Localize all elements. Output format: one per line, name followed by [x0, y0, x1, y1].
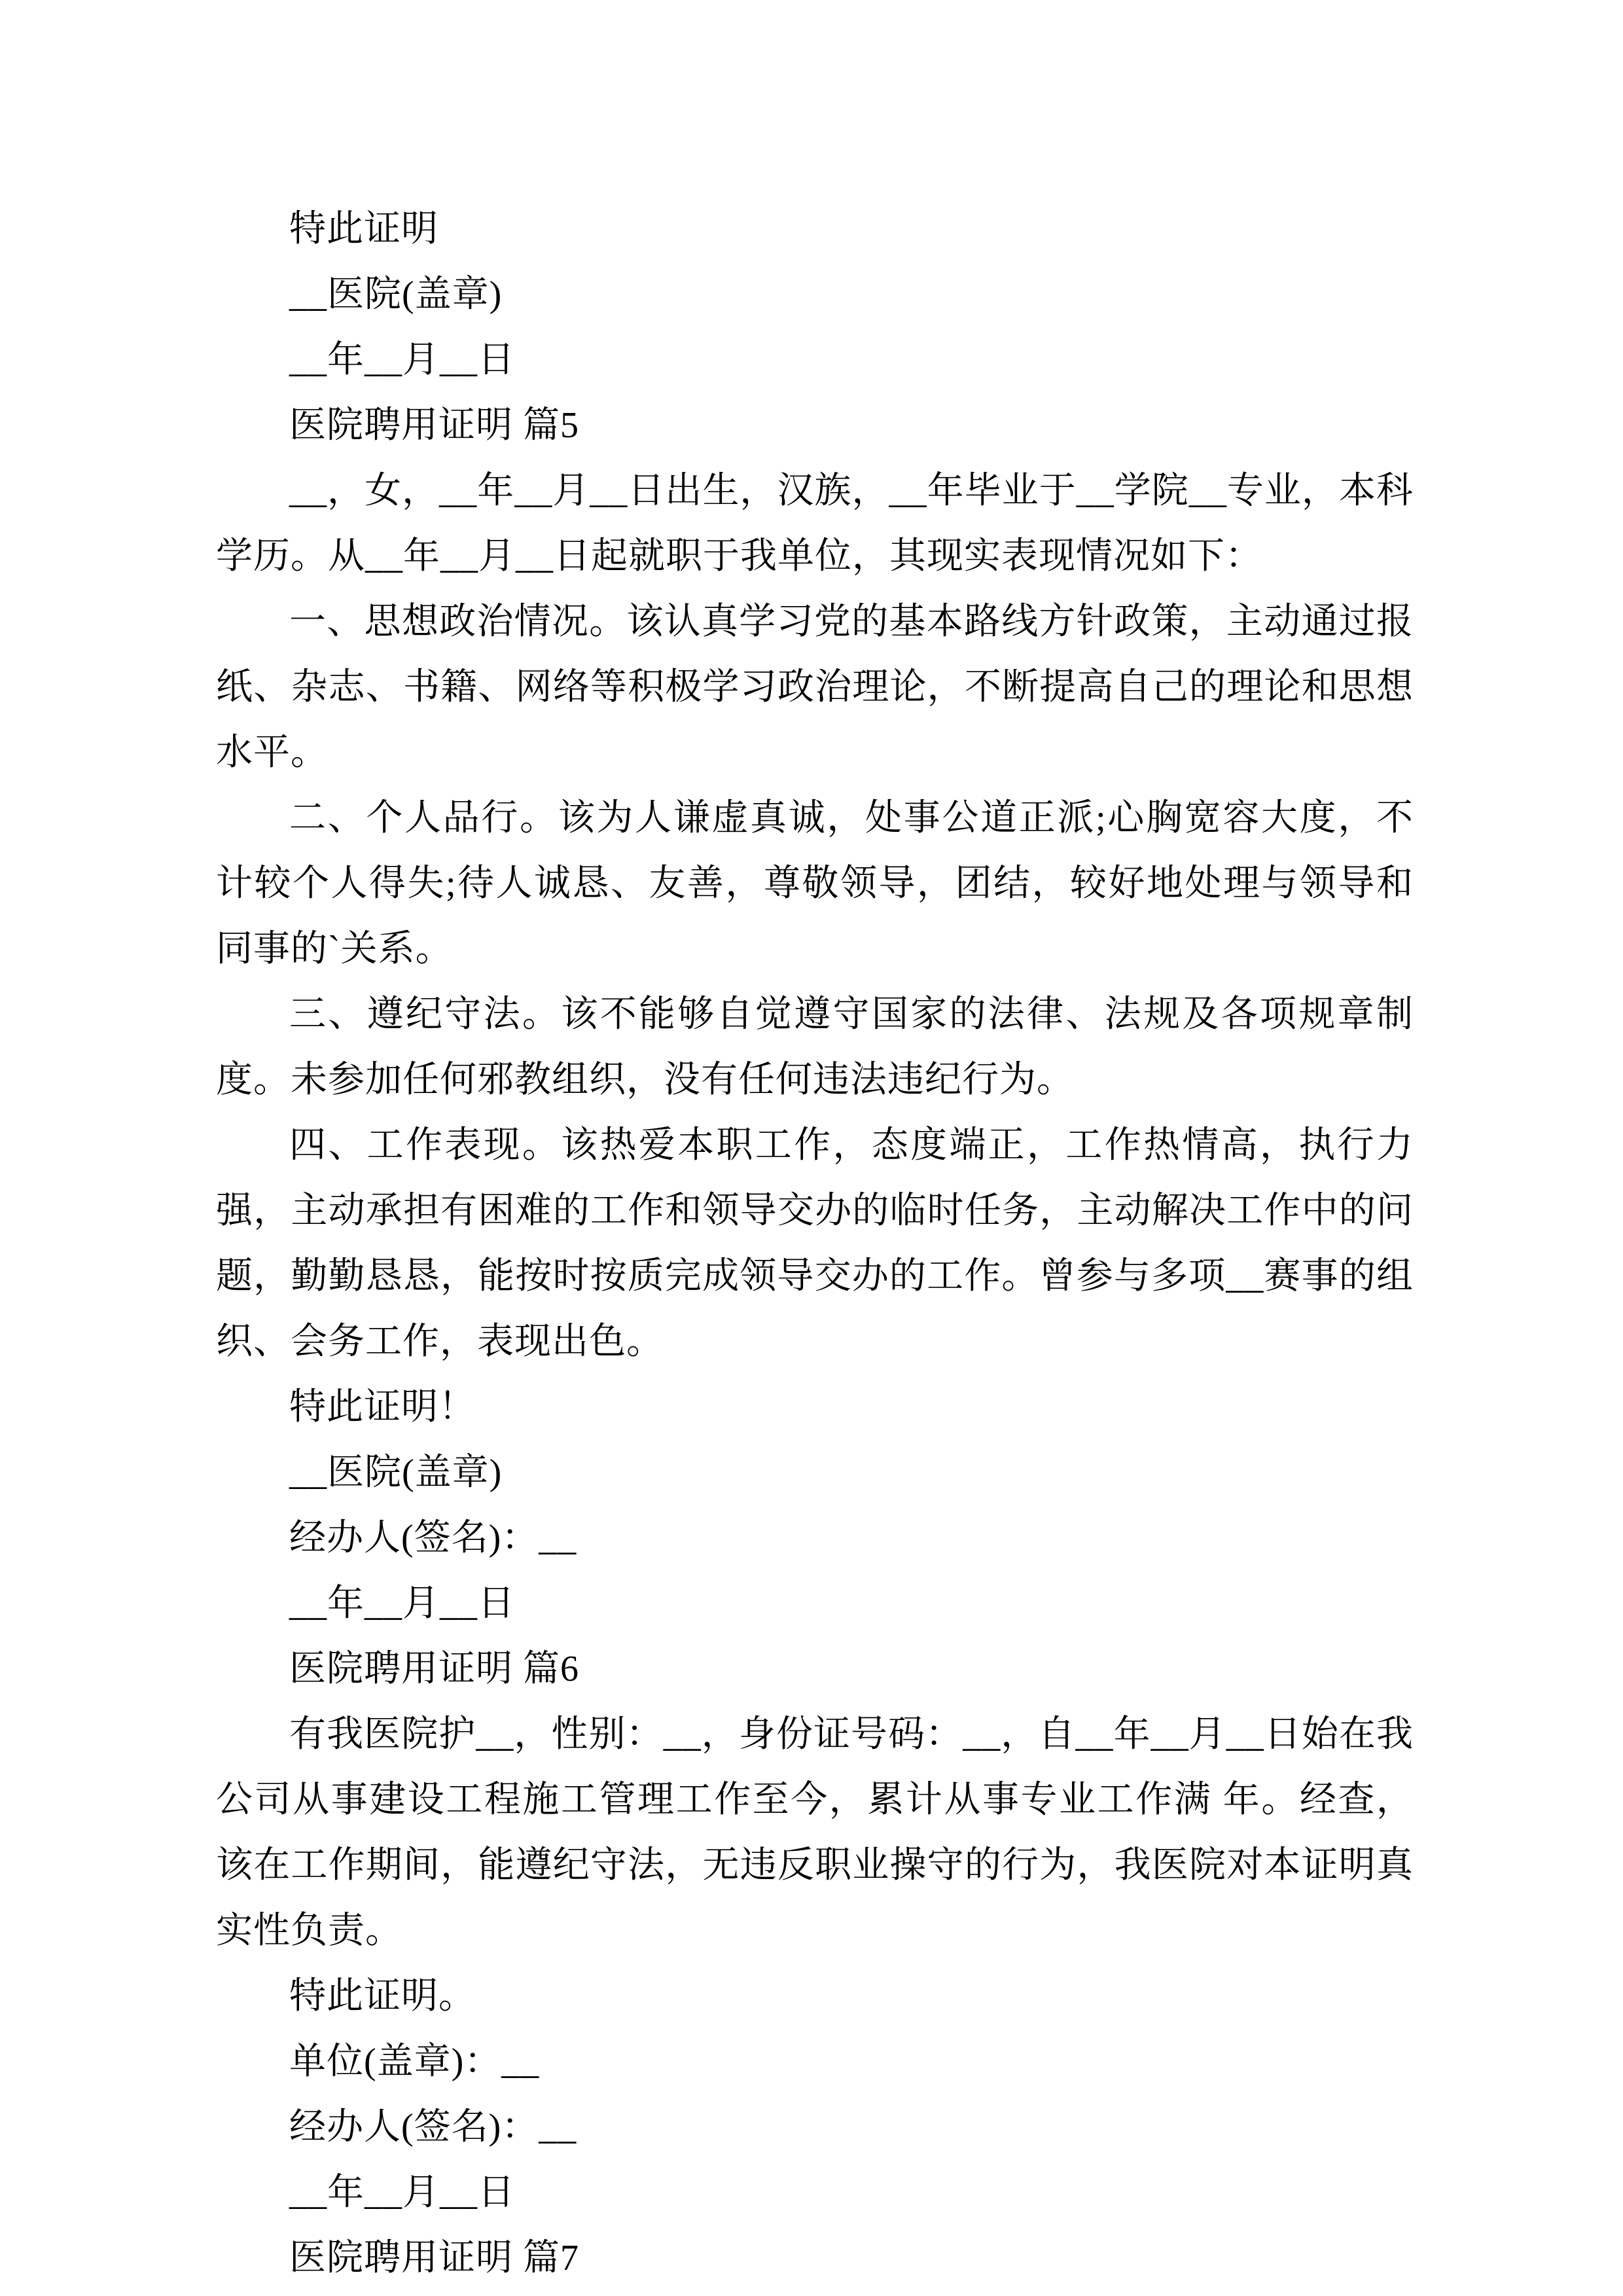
- document-body: [216, 196, 1414, 2291]
- paragraph-hospital-seal: __医院(盖章): [289, 1452, 503, 1493]
- section-heading-part5: 医院聘用证明 篇5: [289, 405, 579, 446]
- paragraph-item2-character: 二、个人品行。该为人谦虚真诚，处事公道正派;心胸宽容大度，不计较个人得失;待人诚恳、友善，尊敬领导，团结，较好地处理与领导和同事的`关系。: [216, 798, 1414, 969]
- paragraph-closing-statement: 特此证明。: [289, 1976, 476, 2017]
- paragraph-date-blank: __年__月__日: [289, 340, 515, 380]
- paragraph-hospital-seal: __医院(盖章): [289, 274, 503, 315]
- paragraph-intro-part5: __，女，__年__月__日出生，汉族，__年毕业于__学院__专业，本科学历。从__年__月__日起就职于我单位，其现实表现情况如下：: [216, 471, 1414, 577]
- section-heading-part6: 医院聘用证明 篇6: [289, 1649, 579, 1689]
- paragraph-date-blank: __年__月__日: [289, 1583, 515, 1624]
- paragraph-item4-performance: 四、工作表现。该热爱本职工作，态度端正，工作热情高，执行力强，主动承担有困难的工作和领导交办的临时任务，主动解决工作中的问题，勤勤恳恳，能按时按质完成领导交办的工作。曾参与多项__赛事的组织、会务工作，表现出色。: [216, 1125, 1414, 1362]
- section-heading-part7: 医院聘用证明 篇7: [289, 2238, 579, 2278]
- paragraph-item3-discipline: 三、遵纪守法。该不能够自觉遵守国家的法律、法规及各项规章制度。未参加任何邪教组织，没有任何违法违纪行为。: [216, 994, 1414, 1100]
- paragraph-closing-statement: 特此证明: [289, 209, 438, 249]
- paragraph-unit-seal: 单位(盖章)：__: [289, 2041, 540, 2082]
- paragraph-item1-political: 一、思想政治情况。该认真学习党的基本路线方针政策，主动通过报纸、杂志、书籍、网络等积极学习政治理论，不断提高自己的理论和思想水平。: [216, 601, 1414, 773]
- paragraph-date-blank: __年__月__日: [289, 2172, 515, 2213]
- paragraph-handler-signature: 经办人(签名)：__: [289, 1518, 577, 1558]
- paragraph-intro-part6: 有我医院护__，性别：__，身份证号码：__，自__年__月__日始在我公司从事建设工程施工管理工作至今，累计从事专业工作满 年。经查，该在工作期间，能遵纪守法，无违反职业操守的行为，我医院对本证明真实性负责。: [216, 1714, 1414, 1951]
- paragraph-handler-signature: 经办人(签名)：__: [289, 2107, 577, 2147]
- paragraph-closing-statement: 特此证明！: [289, 1387, 476, 1427]
